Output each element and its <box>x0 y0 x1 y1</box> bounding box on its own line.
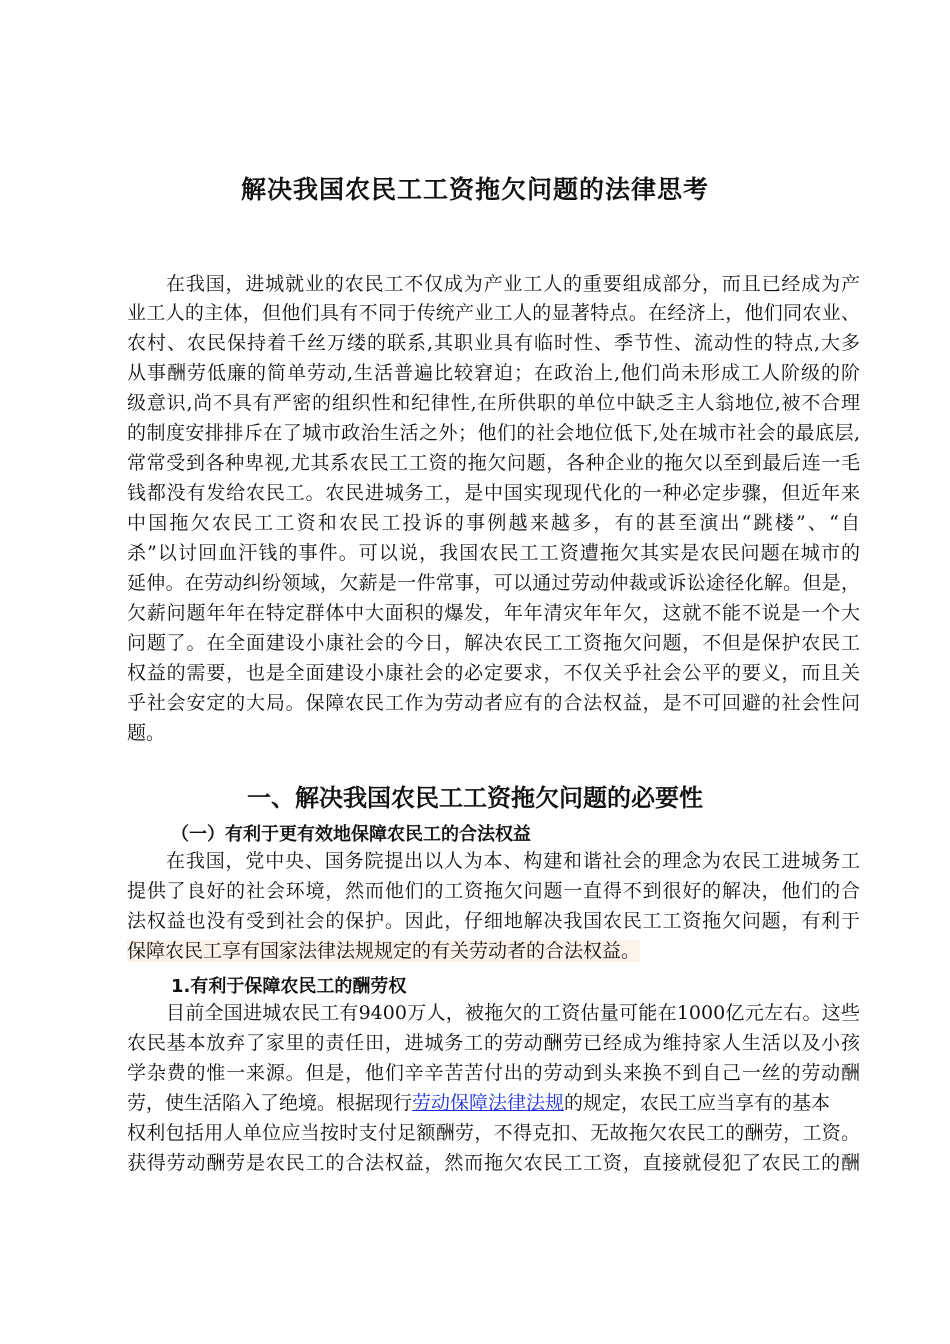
intro-line: 中国拖欠农民工工资和农民工投诉的事例越来越多，有的甚至演出“跳楼”、“自 <box>127 512 860 534</box>
item-line: 获得劳动酬劳是农民工的合法权益，然而拖欠农民工工资，直接就侵犯了农民工的酬 <box>127 1152 860 1174</box>
item-line: 学杂费的惟一来源。但是，他们辛辛苦苦付出的劳动到头来换不到自己一丝的劳动酬 <box>127 1062 860 1084</box>
intro-line: 题。 <box>127 722 166 744</box>
intro-line: 业工人的主体，但他们具有不同于传统产业工人的显著特点。在经济上，他们同农业、 <box>127 302 860 324</box>
intro-line: 延伸。在劳动纠纷领域，欠薪是一件常事，可以通过劳动仲裁或诉讼途径化解。但是， <box>127 572 860 594</box>
intro-line: 欠薪问题年年在特定群体中大面积的爆发，年年清灾年年欠，这就不能不说是一个大 <box>127 602 860 624</box>
item-line: 权利包括用人单位应当按时支付足额酬劳，不得克扣、无故拖欠农民工的酬劳，工资。 <box>127 1122 860 1144</box>
sub-line: 在我国，党中央、国务院提出以人为本、构建和谐社会的理念为农民工进城务工 <box>166 850 860 872</box>
intro-line: 常常受到各种卑视,尤其系农民工工资的拖欠问题，各种企业的拖欠以至到最后连一毛 <box>127 452 860 474</box>
item-heading: 1.有利于保障农民工的酬劳权 <box>171 976 407 997</box>
sub-line <box>127 938 860 964</box>
labor-law-link[interactable]: 劳动保障法律法规 <box>412 1092 565 1114</box>
sub-line: 提供了良好的社会环境，然而他们的工资拖欠问题一直得不到很好的解决，他们的合 <box>127 880 860 902</box>
sub-line: 法权益也没有受到社会的保护。因此，仔细地解决我国农民工工资拖欠问题，有利于 <box>127 910 860 932</box>
intro-line: 从事酬劳低廉的简单劳动,生活普遍比较窘迫；在政治上,他们尚未形成工人阶级的阶 <box>127 362 860 384</box>
intro-line: 乎社会安定的大局。保障农民工作为劳动者应有的合法权益，是不可回避的社会性问 <box>127 692 860 714</box>
intro-line: 权益的需要，也是全面建设小康社会的必定要求，不仅关乎社会公平的要义，而且关 <box>127 662 860 684</box>
section-heading: 一、解决我国农民工工资拖欠问题的必要性 <box>247 784 703 812</box>
intro-line: 杀”以讨回血汗钱的事件。可以说，我国农民工工资遭拖欠其实是农民问题在城市的 <box>127 542 860 564</box>
intro-line: 钱都没有发给农民工。农民进城务工，是中国实现现代化的一种必定步骤，但近年来 <box>127 482 860 504</box>
item-line: 农民基本放弃了家里的责任田，进城务工的劳动酬劳已经成为维持家人生活以及小孩 <box>127 1032 860 1054</box>
document-title: 解决我国农民工工资拖欠问题的法律思考 <box>240 175 709 204</box>
intro-line: 在我国，进城就业的农民工不仅成为产业工人的重要组成部分，而且已经成为产 <box>166 273 860 295</box>
intro-line: 级意识,尚不具有严密的组织性和纪律性,在所供职的单位中缺乏主人翁地位,被不合理 <box>127 392 860 414</box>
intro-line: 农村、农民保持着千丝万缕的联系,其职业具有临时性、季节性、流动性的特点,大多 <box>127 332 860 354</box>
item-line <box>127 1090 860 1116</box>
intro-line: 问题了。在全面建设小康社会的今日，解决农民工工资拖欠问题，不但是保护农民工 <box>127 632 860 654</box>
item-text: 劳，使生活陷入了绝境。根据现行 <box>127 1092 413 1114</box>
intro-line: 的制度安排排斥在了城市政治生活之外；他们的社会地位低下,处在城市社会的最底层, <box>127 422 860 444</box>
highlighted-text: 保障农民工享有国家法律法规规定的有关劳动者的合法权益。 <box>127 940 641 962</box>
item-line: 目前全国进城农民工有9400万人，被拖欠的工资估量可能在1000亿元左右。这些 <box>166 1002 860 1024</box>
subsection-heading: （一）有利于更有效地保障农民工的合法权益 <box>171 824 531 845</box>
item-text: 的规定，农民工应当享有的基本 <box>564 1092 831 1114</box>
